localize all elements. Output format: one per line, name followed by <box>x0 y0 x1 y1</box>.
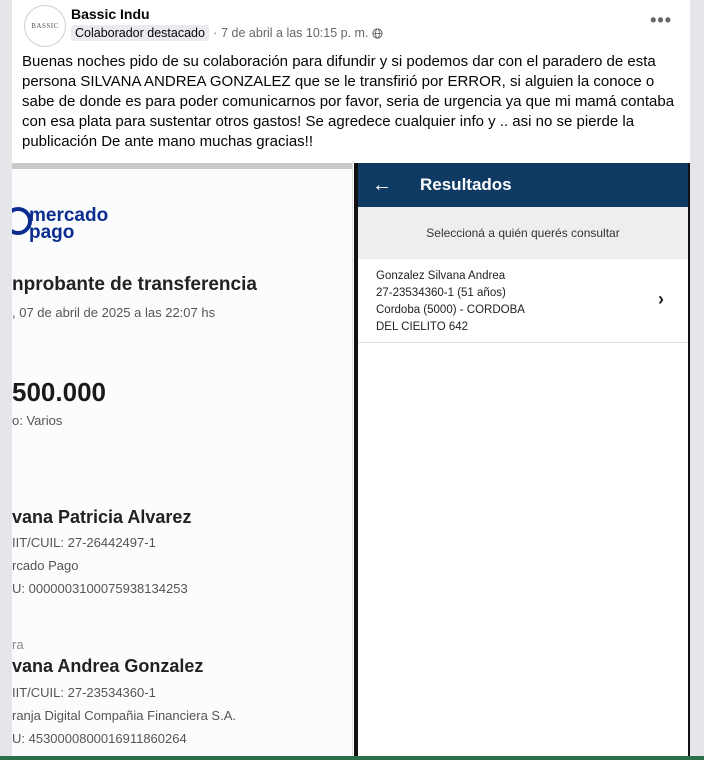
result-address: DEL CIELITO 642 <box>376 321 469 333</box>
recipient-label: ra <box>12 637 24 652</box>
result-location: Cordoba (5000) - CORDOBA <box>376 304 525 316</box>
mercado-pago-wordmark <box>29 207 108 241</box>
sender-cvu: U: 0000003100075938134253 <box>12 581 188 596</box>
post-text: Buenas noches pido de su colaboración para difundir y si podemos dar con el paradero de esta persona SILVANA ANDREA GONZALEZ que se le transfirió por ERROR, si alguien la conoce o sabe de donde es para poder comunicarnos por favor, seria de urgencia ya que mi mamá contaba con esa plata para sustentar otros gastos! Se agredece cualquier info y .. asi no se pierde la publicación De ante mano muchas gracias!! <box>22 53 675 150</box>
meta-separator: · <box>212 26 218 40</box>
results-header <box>358 163 688 207</box>
result-list-item[interactable] <box>358 259 688 343</box>
results-title: Resultados <box>420 175 512 194</box>
author-name[interactable]: Bassic Indu <box>71 6 150 22</box>
logo-line-2: pago <box>29 222 75 243</box>
bottom-strip <box>0 756 704 760</box>
recipient-cvu: U: 4530000800016911860264 <box>12 731 187 746</box>
recipient-cuit: IIT/CUIL: 27-23534360-1 <box>12 685 156 700</box>
contributor-badge[interactable]: Colaborador destacado <box>71 25 209 41</box>
sender-bank: rcado Pago <box>12 558 79 573</box>
receipt-title: nprobante de transferencia <box>12 274 257 295</box>
result-id: 27-23534360-1 (51 años) <box>376 287 506 299</box>
recipient-bank: ranja Digital Compañia Financiera S.A. <box>12 708 236 723</box>
more-icon[interactable]: ••• <box>650 10 672 30</box>
post-card <box>12 0 690 760</box>
receipt-date: , 07 de abril de 2025 a las 22:07 hs <box>12 305 216 320</box>
post-timestamp[interactable]: 7 de abril a las 10:15 p. m. <box>221 26 369 40</box>
avatar-text: BASSIC <box>31 22 59 30</box>
chevron-right-icon: › <box>658 289 664 309</box>
author-avatar[interactable] <box>24 5 66 47</box>
sender-cuit: IIT/CUIL: 27-26442497-1 <box>12 535 156 550</box>
logo-line-1: mercado <box>29 205 109 226</box>
results-subtitle: Seleccioná a quién querés consultar <box>358 207 688 259</box>
results-screen <box>358 163 688 760</box>
sender-name: vana Patricia Alvarez <box>12 507 192 527</box>
post-meta <box>71 25 383 41</box>
search-results-image[interactable] <box>354 163 690 760</box>
result-name: Gonzalez Silvana Andrea <box>376 270 506 282</box>
transfer-receipt-image[interactable] <box>12 163 353 760</box>
back-arrow-icon[interactable]: ← <box>372 173 392 196</box>
globe-icon <box>372 28 383 39</box>
recipient-name: vana Andrea Gonzalez <box>12 656 204 676</box>
image-top-bar <box>12 163 352 169</box>
receipt-amount: 500.000 <box>12 377 106 407</box>
receipt-concept: o: Varios <box>12 413 63 428</box>
